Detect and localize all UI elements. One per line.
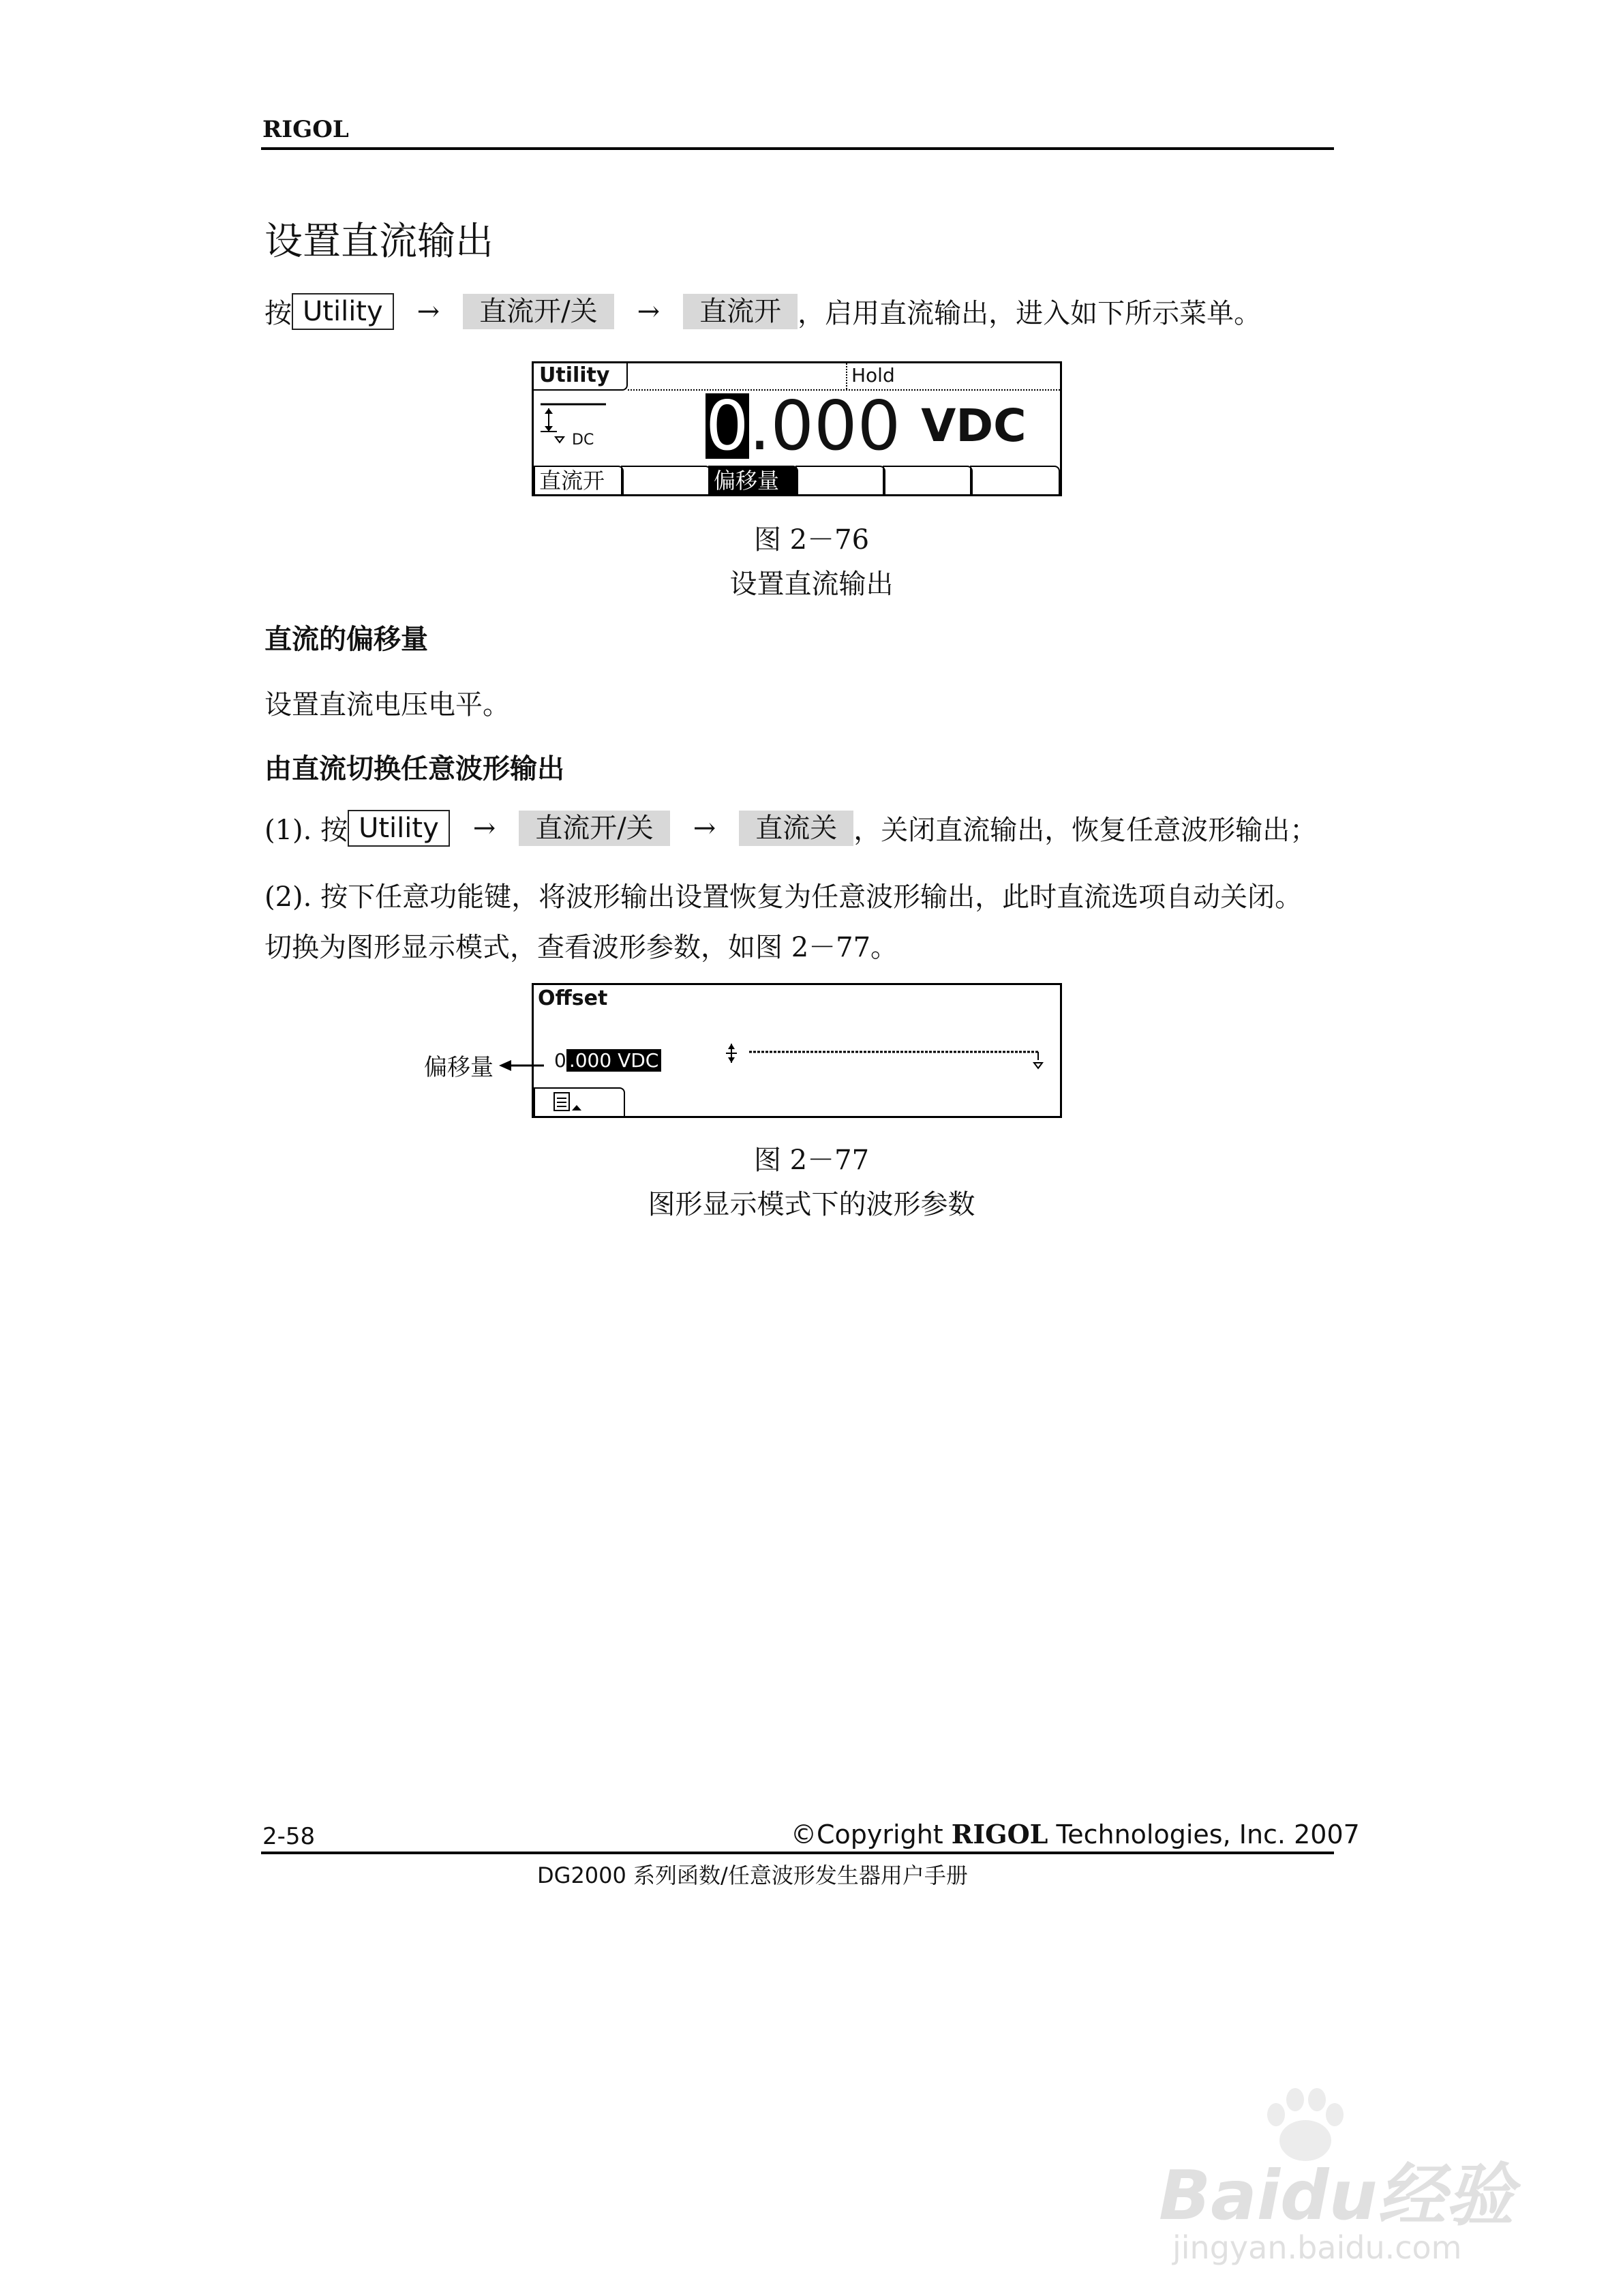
step-1-prefix: (1). 按 xyxy=(264,815,348,846)
copyright-post: Technologies, Inc. 2007 xyxy=(1048,1819,1360,1849)
copyright-brand: RIGOL xyxy=(951,1819,1048,1849)
softkey-dc-on[interactable] xyxy=(534,466,624,494)
figure-number: 图 2－76 xyxy=(753,524,870,556)
figure-number: 图 2－77 xyxy=(753,1145,870,1176)
screen-title-tab xyxy=(534,363,628,391)
menu-dc-toggle[interactable]: 直流开/关 xyxy=(519,811,669,846)
manual-title: DG2000 系列函数/任意波形发生器用户手册 xyxy=(537,1862,968,1888)
arrow-left-icon xyxy=(499,1059,547,1072)
screen-title: Offset xyxy=(538,986,608,1010)
dc-label: DC xyxy=(572,432,594,449)
section-heading: 由直流切换任意波形输出 xyxy=(264,753,564,785)
footer-rule xyxy=(261,1852,1334,1854)
copyright-pre: ©Copyright xyxy=(791,1819,952,1849)
value-cursor-digit: 0 xyxy=(554,1049,566,1072)
watermark-brand: Baidu经验 xyxy=(1159,2156,1514,2235)
value-unit: VDC xyxy=(921,399,1027,452)
step-1 xyxy=(264,809,1317,847)
offset-callout xyxy=(424,1048,547,1082)
menu-dc-on[interactable]: 直流开 xyxy=(683,294,798,329)
callout-label: 偏移量 xyxy=(424,1054,494,1081)
value-cursor-digit[interactable]: 0 xyxy=(706,386,749,466)
screen-title: Utility xyxy=(539,363,610,387)
intro-line xyxy=(264,292,1261,331)
softkey-label: 直流开 xyxy=(539,468,605,494)
section-body: 设置直流电压电平。 xyxy=(264,689,510,721)
softkey-4[interactable] xyxy=(795,466,885,494)
intro-suffix: ，启用直流输出，进入如下所示菜单。 xyxy=(798,298,1262,329)
utility-key[interactable]: Utility xyxy=(348,810,450,847)
dc-value-display xyxy=(706,386,1027,466)
page-number: 2-58 xyxy=(262,1823,316,1850)
baidu-watermark xyxy=(1159,2127,1541,2266)
arrow-icon: → xyxy=(416,295,440,327)
page-softkey[interactable] xyxy=(534,1087,625,1116)
step-2: (2). 按下任意功能键，将波形输出设置恢复为任意波形输出，此时直流选项自动关闭。 xyxy=(264,881,1303,913)
offset-value[interactable] xyxy=(554,1049,661,1072)
value-selected: .000 VDC xyxy=(566,1049,662,1072)
softkey-5[interactable] xyxy=(883,466,973,494)
page-icon xyxy=(551,1090,599,1113)
softkey-label: 偏移量 xyxy=(714,468,780,494)
step-1-suffix: ，关闭直流输出，恢复任意波形输出； xyxy=(853,815,1318,846)
value-digits: .000 xyxy=(748,386,901,466)
menu-dc-off[interactable]: 直流关 xyxy=(739,811,853,846)
intro-prefix: 按 xyxy=(264,298,292,329)
utility-key[interactable]: Utility xyxy=(292,293,394,330)
dc-level-graph xyxy=(725,1040,1052,1074)
figure-caption: 图形显示模式下的波形参数 xyxy=(648,1189,975,1220)
header-brand: RIGOL xyxy=(262,116,349,143)
arrow-icon: → xyxy=(637,295,661,327)
lcd-screen-offset xyxy=(532,983,1062,1118)
softkey-6[interactable] xyxy=(970,466,1060,494)
section-title: 设置直流输出 xyxy=(264,220,494,264)
figure-caption: 设置直流输出 xyxy=(729,569,894,600)
menu-dc-toggle[interactable]: 直流开/关 xyxy=(463,294,613,329)
copyright xyxy=(791,1819,1360,1849)
section-heading: 直流的偏移量 xyxy=(264,624,428,655)
header-rule xyxy=(261,147,1334,150)
arrow-icon: → xyxy=(472,812,496,844)
lcd-screen-dc xyxy=(532,361,1062,496)
softkey-2[interactable] xyxy=(621,466,711,494)
watermark-url: jingyan.baidu.com xyxy=(1172,2229,1462,2266)
step-3: 切换为图形显示模式，查看波形参数，如图 2－77。 xyxy=(264,932,898,963)
status-label: Hold xyxy=(851,364,895,387)
arrow-icon: → xyxy=(693,812,716,844)
softkey-offset[interactable] xyxy=(708,466,798,494)
